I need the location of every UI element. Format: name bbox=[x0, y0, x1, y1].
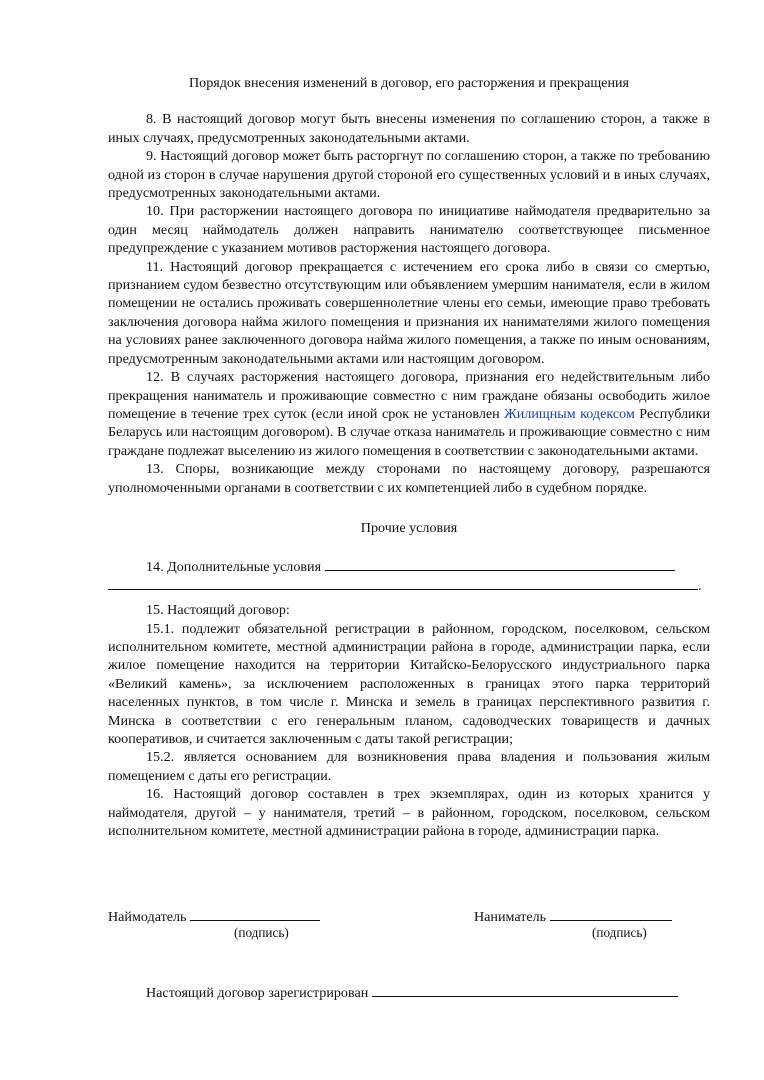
registration-blank[interactable] bbox=[372, 983, 678, 997]
clause-8: 8. В настоящий договор могут быть внесены изменения по соглашению сторон, а также в иных случаях, предусмотренных законодательными актами. bbox=[108, 111, 710, 146]
clause-16: 16. Настоящий договор составлен в трех экземплярах, один из которых хранится у наймодателя, другой – у нанимателя, третий – в районном, городском, поселковом, сельском исполнительном комитете, местной администрации района в городе, администрации парка. bbox=[108, 786, 710, 840]
tenant-label: Наниматель bbox=[474, 909, 547, 925]
clause-14 bbox=[108, 557, 710, 576]
tenant-signature-line[interactable] bbox=[550, 907, 672, 921]
clause-12 bbox=[108, 368, 710, 460]
clause-11: 11. Настоящий договор прекращается с истечением его срока либо в связи со смертью, признанием судом безвестно отсутствующим или объявлением умершим нанимателя, если в жилом помещении не остались проживать совершеннолетние члены его семьи, имеющие право требовать заключения договора найма жилого помещения и признания их нанимателями жилого помещения на условиях ранее заключенного договора найма жилого помещения, а также по иным основаниям, предусмотренным законодательными актами или настоящим договором. bbox=[108, 258, 710, 367]
landlord-label: Наймодатель bbox=[108, 909, 187, 925]
additional-terms-line[interactable]: . bbox=[108, 577, 710, 595]
tenant-signature bbox=[474, 907, 672, 940]
clause-15-1: 15.1. подлежит обязательной регистрации в районном, городском, поселковом, сельском исполнительном комитете, местной администрации района в городе, администрации парка, если жилое помещение находится на территории Китайско-Белорусского индустриального парка «Великий камень», за исключением расположенных в границах этого парка территорий населенных пунктов, в том числе г. Минска и земель в границах перспективного развития г. Минска в соответствии с его генеральным планом, садоводческих товариществ и дачных кооперативов, и считается заключенным с даты такой регистрации; bbox=[108, 620, 710, 747]
clause-9: 9. Настоящий договор может быть расторгнут по соглашению сторон, а также по требованию одной из сторон в случае нарушения другой стороной его существенных условий и в иных случаях, предусмотренных законодательными актами. bbox=[108, 148, 710, 202]
section-heading-changes: Порядок внесения изменений в договор, его расторжения и прекращения bbox=[188, 75, 630, 91]
clause-12-text-end: Республики Беларусь или настоящим договором). В случае отказа наниматель и проживающие совместно с ним граждане подлежат выселению из жилого помещения в соответствии с законодательными актами. bbox=[108, 405, 710, 459]
clause-10: 10. При расторжении настоящего договора по инициативе наймодателя предварительно за один месяц наймодатель должен направить нанимателю соответствующее письменное предупреждение с указанием мотивов расторжения настоящего договора. bbox=[108, 203, 710, 257]
clause-12-text-start: 12. В случаях расторжения настоящего договора, признания его недействительным либо прекращения наниматель и проживающие совместно с ним граждане обязаны освободить жилое помещение в течение трех суток (если иной срок не установлен bbox=[108, 369, 710, 422]
clause-13: 13. Споры, возникающие между сторонами по настоящему договору, разрешаются уполномоченными органами в соответствии с их компетенцией либо в судебном порядке. bbox=[108, 461, 710, 496]
section-heading-other: Прочие условия bbox=[360, 519, 458, 536]
document-body bbox=[108, 74, 710, 840]
registration-label: Настоящий договор зарегистрирован bbox=[146, 985, 369, 1001]
landlord-signature bbox=[108, 907, 320, 940]
additional-terms-blank[interactable] bbox=[325, 557, 675, 571]
clause-15: 15. Настоящий договор: bbox=[146, 602, 290, 619]
housing-code-link[interactable]: Жилищным кодексом bbox=[504, 405, 635, 422]
registration-line bbox=[146, 983, 678, 1002]
tenant-signature-caption: (подпись) bbox=[592, 925, 647, 940]
landlord-signature-caption: (подпись) bbox=[234, 925, 289, 940]
clause-15-2: 15.2. является основанием для возникновения права владения и пользования жилым помещением с даты его регистрации. bbox=[108, 749, 710, 784]
landlord-signature-line[interactable] bbox=[190, 907, 320, 921]
clause-14-label: 14. Дополнительные условия bbox=[146, 559, 322, 576]
